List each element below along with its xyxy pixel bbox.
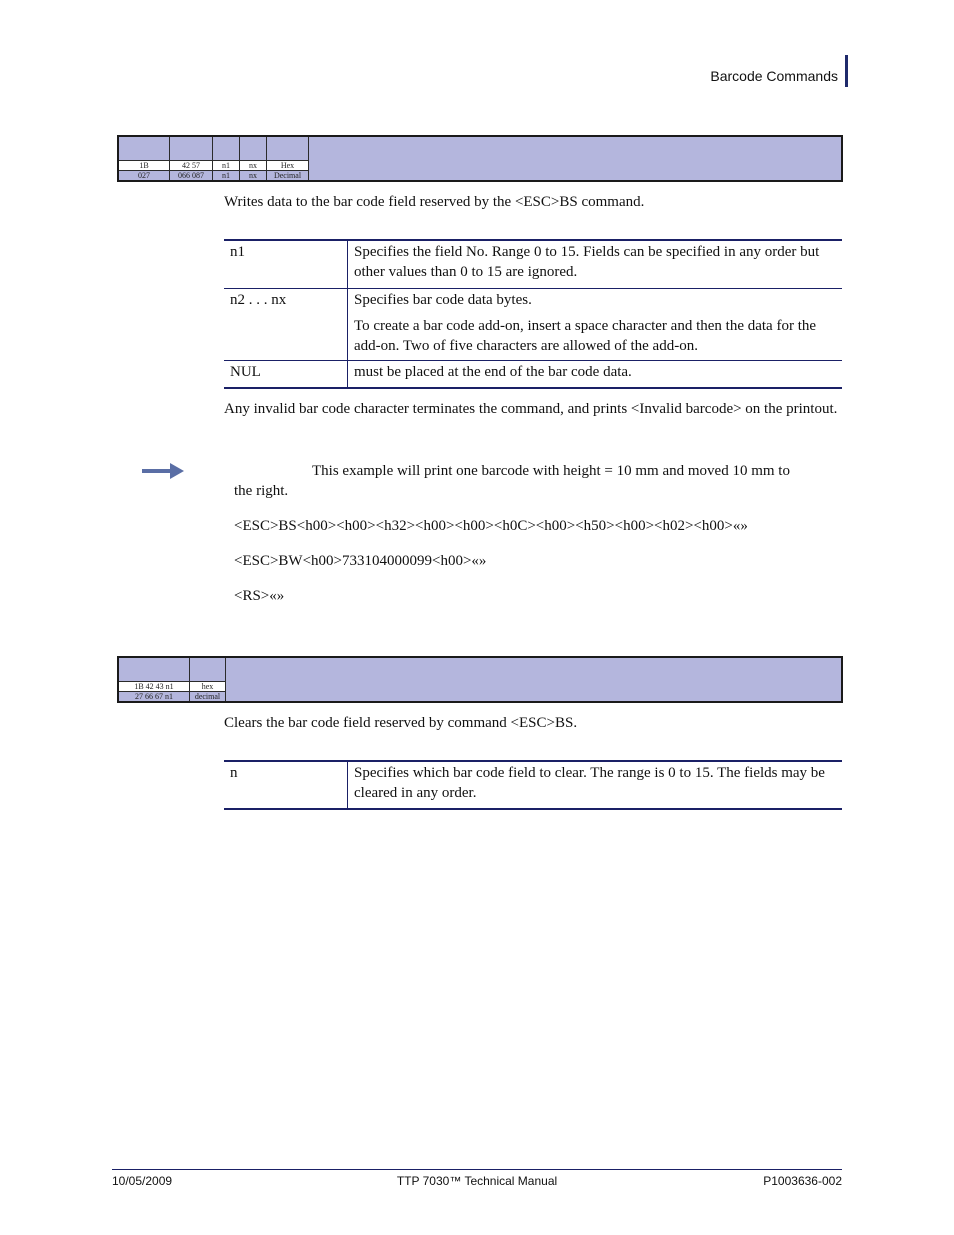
command-banner-esc-bc <box>117 656 843 703</box>
hex-cell: 1B <box>119 160 169 170</box>
description-text: must be placed at the end of the bar code data. <box>354 364 632 380</box>
footer-part-number: P1003636-002 <box>763 1174 842 1188</box>
command-syntax-cells <box>119 137 309 180</box>
parameter-row <box>224 361 842 387</box>
example-code-line: <RS>«» <box>234 588 285 604</box>
parameter-row <box>224 289 842 361</box>
parameter-table <box>224 760 842 810</box>
footer-manual-title: TTP 7030™ Technical Manual <box>396 1174 558 1188</box>
syntax-col <box>170 137 213 180</box>
command-syntax-cells <box>119 658 226 701</box>
description-text: Specifies the field No. Range 0 to 15. Fields can be specified in any order but other values than 0 to 15 are ignored. <box>354 244 820 280</box>
section-title: Barcode Commands <box>710 68 838 84</box>
decimal-label-cell: decimal <box>190 691 225 701</box>
parameter-description <box>348 289 842 360</box>
hex-cell: n1 <box>213 160 239 170</box>
example-text-line1: This example will print one barcode with height = 10 mm and moved 10 mm to <box>312 463 790 479</box>
syntax-col <box>240 137 267 180</box>
command-banner-esc-bw <box>117 135 843 182</box>
decimal-label-cell: Decimal <box>267 170 308 180</box>
parameter-table <box>224 239 842 389</box>
parameter-row <box>224 241 842 289</box>
footer-date: 10/05/2009 <box>112 1174 173 1188</box>
decimal-cell: 027 <box>119 170 169 180</box>
decimal-cell: 27 66 67 n1 <box>119 691 189 701</box>
footer-rule <box>112 1169 842 1170</box>
command-description: Clears the bar code field reserved by command <ESC>BS. <box>224 715 578 731</box>
parameter-description <box>348 361 842 387</box>
example-code-line: <ESC>BW<h00>733104000099<h00>«» <box>234 553 487 569</box>
syntax-col <box>190 658 226 701</box>
hex-cell: nx <box>240 160 266 170</box>
header-accent-bar <box>845 55 848 87</box>
hex-label-cell: hex <box>190 681 225 691</box>
parameter-name: n2 . . . nx <box>224 289 348 360</box>
description-text: Specifies which bar code field to clear. The range is 0 to 15. The fields may be cleared in any order. <box>354 765 825 801</box>
command-description: Writes data to the bar code field reserved by the <ESC>BS command. <box>224 194 645 210</box>
description-text: Specifies bar code data bytes. <box>354 292 532 308</box>
decimal-cell: nx <box>240 170 266 180</box>
parameter-description <box>348 762 842 808</box>
hex-label-cell: Hex <box>267 160 308 170</box>
syntax-col <box>119 137 170 180</box>
parameter-name: n <box>224 762 348 808</box>
syntax-col <box>267 137 309 180</box>
decimal-cell: 066 087 <box>170 170 212 180</box>
description-text: To create a bar code add-on, insert a space character and then the data for the add-on. Two of five characters are allowed of the add-on. <box>354 318 817 354</box>
decimal-cell: n1 <box>213 170 239 180</box>
parameter-description <box>348 241 842 288</box>
parameter-row <box>224 762 842 808</box>
hex-cell: 42 57 <box>170 160 212 170</box>
parameter-name: NUL <box>224 361 348 387</box>
example-text-line2: the right. <box>234 483 289 499</box>
example-code-line: <ESC>BS<h00><h00><h32><h00><h00><h0C><h00><h50><h00><h02><h00>«» <box>234 518 748 534</box>
syntax-col <box>119 658 190 701</box>
example-arrow-icon <box>142 462 186 480</box>
hex-cell: 1B 42 43 n1 <box>119 681 189 691</box>
parameter-name: n1 <box>224 241 348 288</box>
invalid-barcode-note: Any invalid bar code character terminates the command, and prints <Invalid barcode> on the printout. <box>224 401 838 417</box>
syntax-col <box>213 137 240 180</box>
